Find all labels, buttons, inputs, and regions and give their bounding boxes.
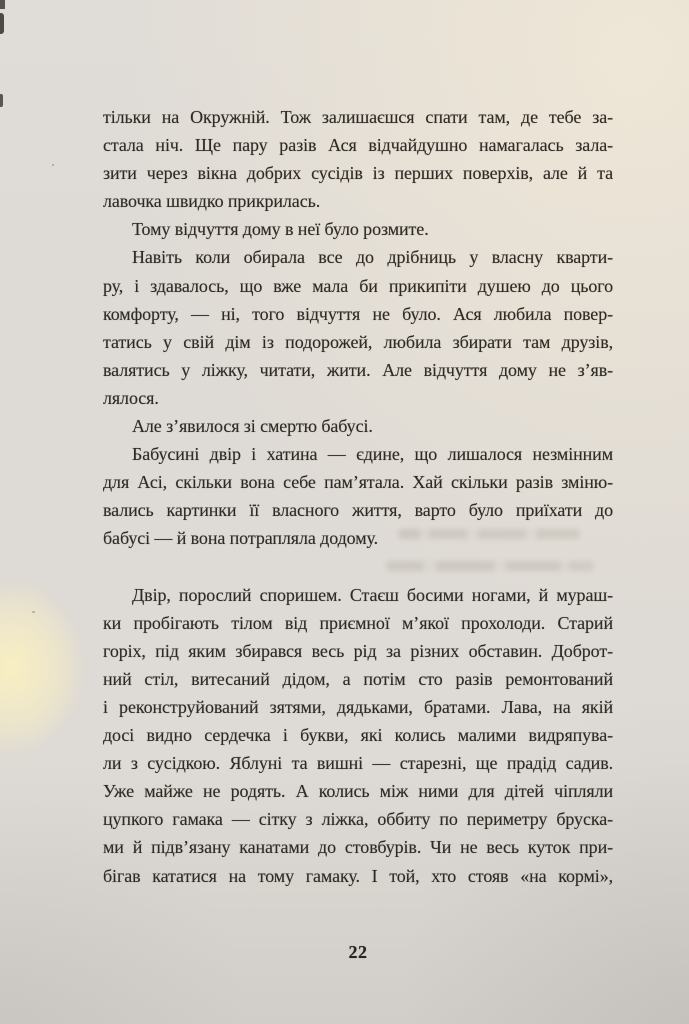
paragraph [103, 412, 613, 440]
paragraph [103, 103, 613, 215]
text-line: бабусі — й вона потрапляла додому. [103, 528, 378, 549]
text-line: ми й підв’язану канатами до стовбурів. Чи не весь куток при- [103, 837, 613, 858]
text-line: і реконструйований зятями, дядьками, братами. Лава, на якій [103, 696, 613, 717]
paragraph [103, 243, 613, 412]
text-line: Уже майже не родять. А колись між ними для дітей чіпляли [103, 781, 613, 802]
text-line: лавочка швидко прикрилась. [103, 191, 321, 212]
paper-speck [52, 164, 54, 166]
text-line: ру, і здавалось, що вже мала би прикипіти душею до цього [103, 275, 613, 296]
text-line: бігав кататися на тому гамаку. І той, хто стояв «на кормі», [103, 865, 613, 886]
page-edge-mark [0, 0, 5, 9]
paragraph [103, 581, 613, 890]
paragraph [103, 440, 613, 552]
page-number: 22 [348, 942, 368, 962]
page-edge-mark [0, 94, 3, 107]
text-line: вались картинки її власного життя, варто було приїхати до [103, 500, 613, 521]
text-line: тільки на Окружній. Тож залишаєшся спати там, де тебе за- [103, 107, 613, 127]
text-line: досі видно сердечка і букви, які колись малими видряпува- [103, 725, 613, 746]
text-line: ли з сусідкою. Яблуні та вишні — старезні, ще прадід садив. [103, 753, 613, 774]
paragraph [103, 215, 613, 243]
text-line: Двір, порослий споришем. Стаєш босими ногами, й мураш- [132, 584, 613, 605]
text-line: татись у свій дім із подорожей, любила збирати там друзів, [103, 331, 613, 352]
text-line: Навіть коли обирала все до дрібниць у власну кварти- [132, 247, 613, 268]
text-line: ки пробігають тілом від приємної м’якої прохолоди. Старий [103, 612, 613, 633]
text-line: ний стіл, витесаний дідом, а потім сто разів ремонтований [103, 668, 613, 689]
text-line: валятись у ліжку, читати, жити. Але відчуття дому не з’яв- [103, 359, 613, 380]
text-line: горіх, під яким збирався весь рід за різних обставин. Доброт- [103, 640, 613, 661]
text-line: цупкого гамака — сітку з ліжка, оббиту по периметру бруска- [103, 809, 613, 830]
text-line: Але з’явилося зі смертю бабусі. [132, 416, 373, 437]
text-line: для Асі, скільки вона себе пам’ятала. Хай скільки разів зміню- [103, 472, 613, 493]
paper-speck [32, 611, 35, 613]
page-text [103, 103, 613, 890]
text-line: Тому відчуття дому в неї було розмите. [132, 219, 429, 240]
page-edge-mark [0, 13, 4, 34]
text-line: стала ніч. Ще пару разів Ася відчайдушно намагалась зала- [103, 135, 613, 156]
text-line: зити через вікна добрих сусідів із перших поверхів, але й та [103, 163, 613, 184]
text-line: лялося. [103, 387, 159, 408]
text-line: комфорту, — ні, того відчуття не було. Ася любила повер- [103, 303, 613, 324]
text-line: Бабусині двір і хатина — єдине, що лишалося незмінним [132, 444, 613, 465]
